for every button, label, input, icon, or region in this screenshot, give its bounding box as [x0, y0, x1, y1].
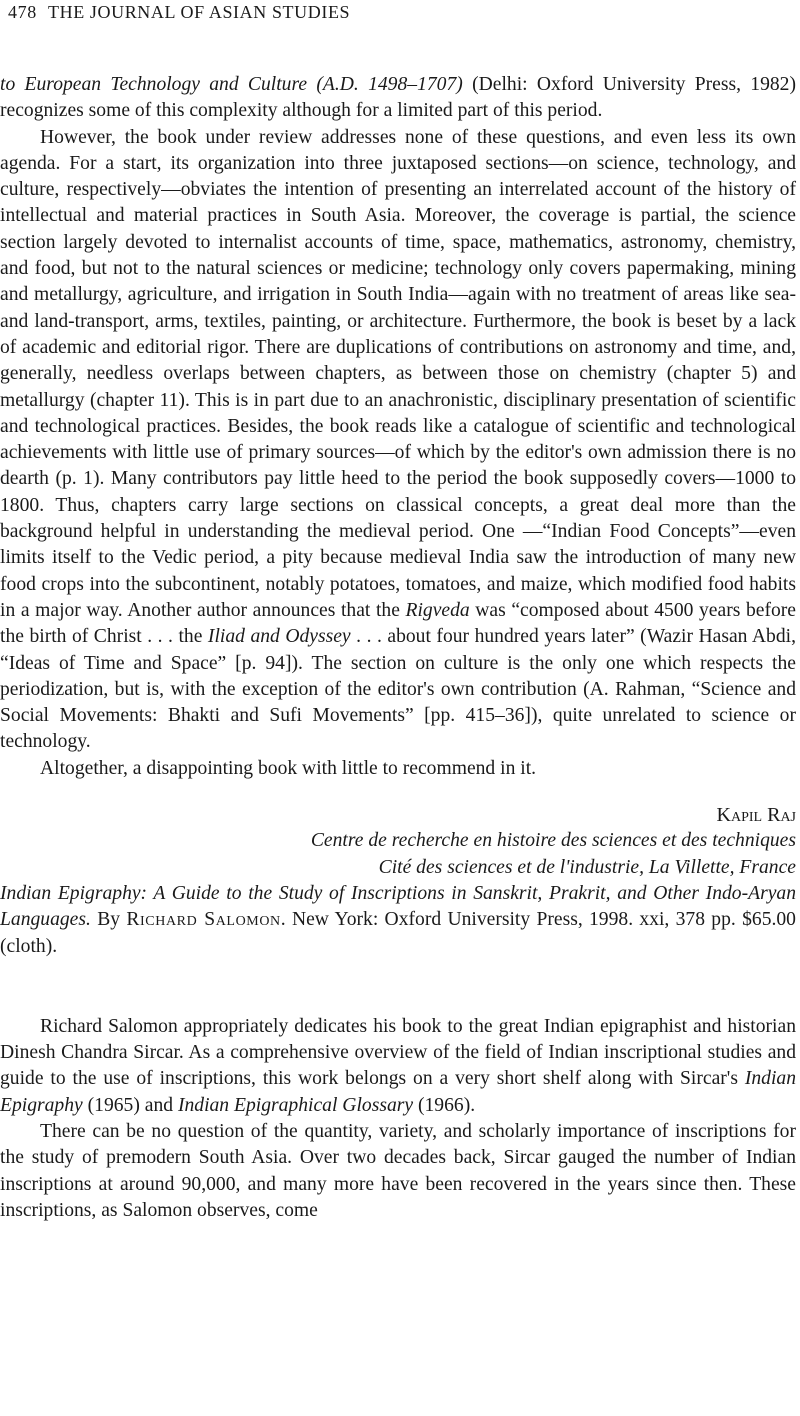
reviewer-affiliation-line1: Centre de recherche en histoire des sciences et des techniques — [310, 830, 796, 852]
article-body — [0, 72, 796, 1224]
paragraph-inscriptions: There can be no question of the quantity, variety, and scholarly importance of inscriptions for the study of premodern South Asia. Over two decades back, Sircar gauged the number of Indian inscriptions at around 90,000, and many more have been recovered in the years since then. These inscriptions, as Salomon observes, come — [0, 1120, 796, 1221]
publication-info: . New York: Oxford University Press, 1998. xxi, 378 pp. $65.00 (cloth). — [0, 909, 796, 957]
reviewer-signoff — [0, 802, 796, 881]
book-author: Richard Salomon — [126, 909, 281, 931]
journal-title: THE JOURNAL OF ASIAN STUDIES — [48, 2, 351, 22]
paragraph-conclusion: Altogether, a disappointing book with little to recommend in it. — [40, 757, 537, 779]
book-citation — [0, 881, 796, 960]
cited-book-title: to European Technology and Culture (A.D. 1498–1707) — [0, 74, 463, 95]
paragraph-text: . . . about four hundred years later” (Wazir Hasan Abdi, “Ideas of Time and Space” [p. 94]). The section on culture is the only one which respects the periodization, but is, with the exception of the editor's own contribution (A. Rahman, “Science and Social Movements: Bhakti and Sufi Movements” [pp. 415–36]), quite unrelated to science or technology. — [0, 626, 796, 753]
running-head — [0, 0, 800, 30]
paragraph-critique — [0, 125, 796, 756]
citation-by: By — [90, 909, 127, 931]
paragraph-review-intro — [0, 1014, 796, 1119]
paragraph-text: was “composed about 4500 years before the birth of Christ . . . the — [0, 599, 796, 648]
paragraph-text: Richard Salomon appropriately dedicates his book to the great Indian epigraphist and historian Dinesh Chandra Sircar. As a comprehensive overview of the field of Indian inscriptional studies and guide to the use of inscriptions, this work belongs on a very short shelf along with Sircar's — [0, 1015, 796, 1090]
reviewer-affiliation-line2: Cité des sciences et de l'industrie, La Villette, France — [378, 856, 796, 878]
paragraph-text: (Delhi: Oxford University Press, 1982) recognizes some of this complexity although for a limited part of this period. — [0, 74, 797, 122]
italic-title-indian-epigraphy: Indian Epigraphy — [0, 1068, 796, 1116]
paragraph-continuation — [0, 72, 796, 125]
paragraph-text: However, the book under review addresses none of these questions, and even less its own agenda. For a start, its organization into three juxtaposed sections—on science, technology, and culture, respectively—obviates the intention of presenting an interrelated account of the history of intellectual and material practices in South Asia. Moreover, the coverage is partial, the science section largely devoted to internalist accounts of time, space, mathematics, astronomy, chemistry, and food, but not to the natural sciences or medicine; technology only covers papermaking, mining and metallurgy, agriculture, and irrigation in South India—again with no treatment of areas like sea- and land-transport, arms, textiles, painting, or architecture. Furthermore, the book is beset by a lack of academic and editorial rigor. There are duplications of contributions on astronomy and time, and, generally, needless overlaps between chapters, as between those on chemistry (chapter 5) and metallurgy (chapter 11). This is in part due to an anachronistic, disciplinary presentation of scientific and technological practices. Besides, the book reads like a catalogue of scientific and technological achievements with little use of primary sources—of which by the editor's own admission there is no dearth (p. 1). Many contributors pay little heed to the period the book supposedly covers—1000 to 1800. Thus, chapters carry large sections on classical concepts, a great deal more than the background helpful in understanding the medieval period. One —“Indian Food Concepts”—even limits itself to the Vedic period, a pity because medieval India saw the introduction of many new food crops into the subcontinent, notably potatoes, tomatoes, and maize, which modified food habits in a major way. Another author announces that the — [0, 126, 796, 621]
italic-title-glossary: Indian Epigraphical Glossary — [177, 1094, 414, 1116]
paragraph-text: (1966). — [413, 1094, 476, 1116]
paragraph-text: (1965) and — [82, 1094, 178, 1116]
page-number: 478 — [8, 2, 37, 22]
book-title: Indian Epigraphy: A Guide to the Study of Inscriptions in Sanskrit, Prakrit, and Other Indo-Aryan Languages. — [0, 882, 796, 931]
italic-term-iliad: Iliad and Odyssey — [207, 626, 351, 648]
reviewer-name: Kapil Raj — [716, 804, 796, 827]
italic-term-rigveda: Rigveda — [405, 599, 470, 621]
section-gap — [0, 960, 796, 1014]
